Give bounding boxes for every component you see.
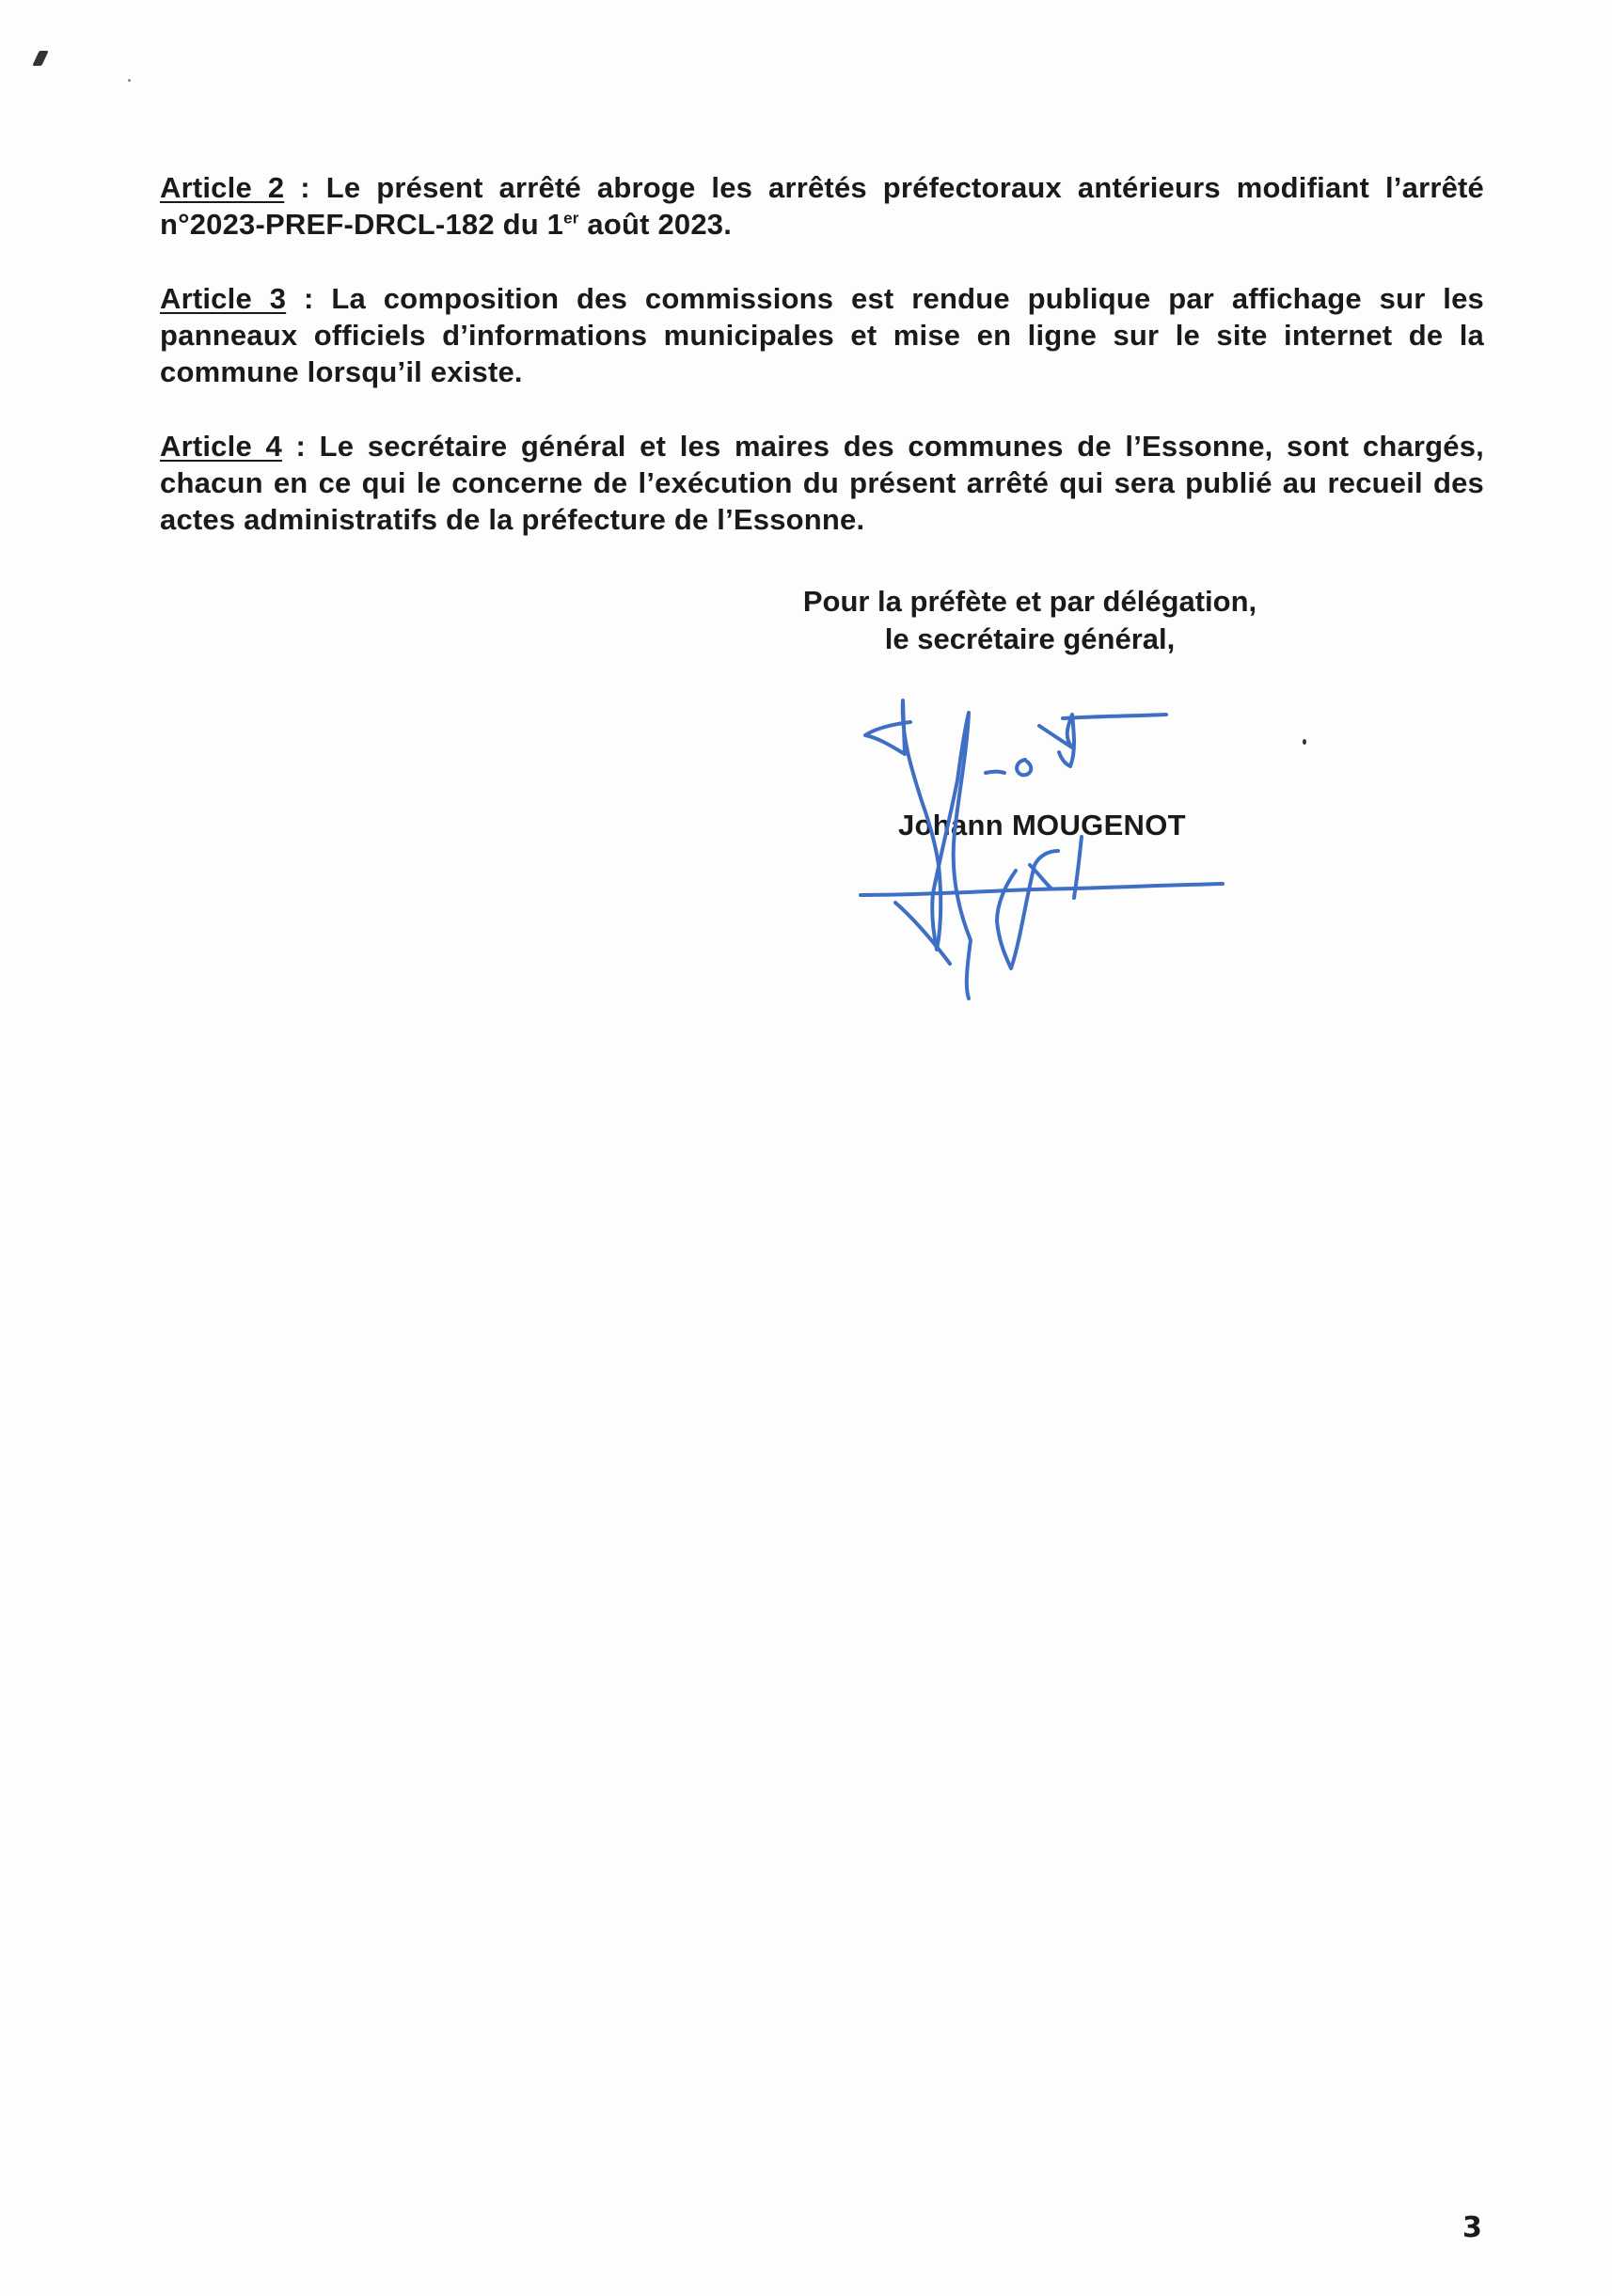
article-4-label: Article 4 <box>160 430 282 463</box>
article-3 <box>160 280 1484 390</box>
article-2-text-end: août 2023. <box>578 208 733 241</box>
article-4-text: : Le secrétaire général et les maires des communes de l’Essonne, sont chargés, chacun en ce qui le concerne de l’exécution du présent arrêté qui sera publié au recueil des actes administratifs de la préfecture de l’Essonne. <box>160 430 1484 536</box>
scan-artifact <box>128 79 131 82</box>
delegation-line: Pour la préfète et par délégation, <box>802 585 1257 618</box>
article-4 <box>160 428 1484 538</box>
article-2-superscript: er <box>563 209 579 228</box>
page-number: 3 <box>1462 2211 1482 2244</box>
scan-artifact <box>32 51 48 66</box>
handwritten-signature <box>846 696 1260 1006</box>
scan-artifact <box>1303 739 1306 745</box>
article-2-label: Article 2 <box>160 171 285 204</box>
signature-block <box>785 583 1274 658</box>
article-3-text: : La composition des commissions est rendue publique par affichage sur les panneaux officiels d’informations municipales et mise en ligne sur le site internet de la commune lorsqu’il existe. <box>160 282 1484 388</box>
article-3-label: Article 3 <box>160 282 287 315</box>
signatory-title: le secrétaire général, <box>884 622 1176 655</box>
articles-section <box>160 169 1484 575</box>
article-2-text: : Le présent arrêté abroge les arrêtés préfectoraux antérieurs modifiant l’arrêté n°2023-PREF-DRCL-182 du 1 <box>160 171 1484 241</box>
signatory-name: Johann MOUGENOT <box>898 809 1186 841</box>
article-2 <box>160 169 1484 243</box>
